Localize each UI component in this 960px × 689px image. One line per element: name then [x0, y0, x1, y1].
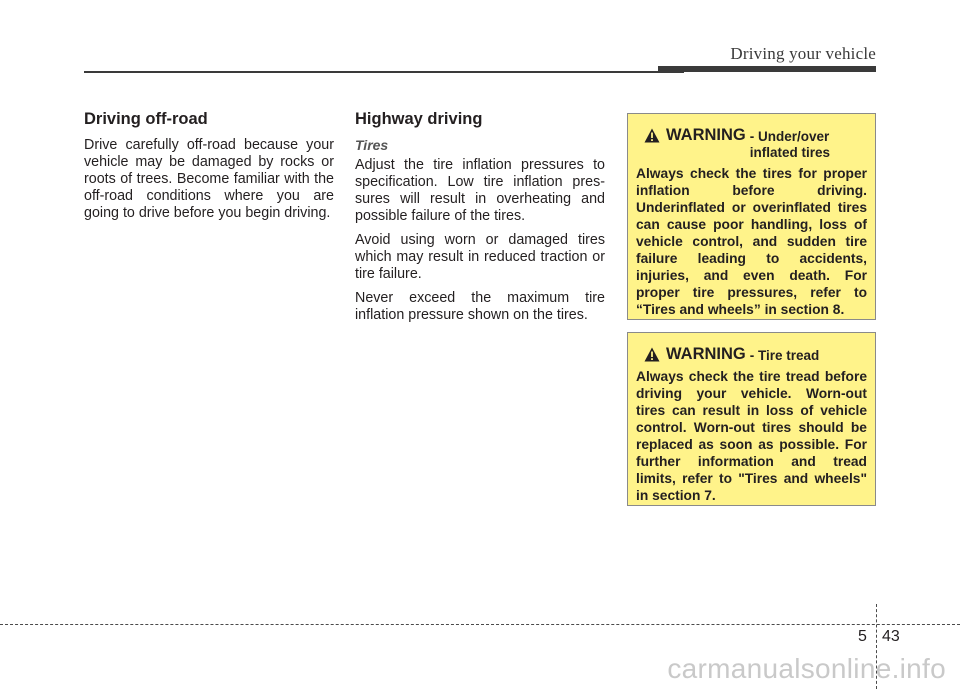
heading-highway-driving: Highway driving — [355, 110, 483, 128]
column-highway — [355, 110, 605, 331]
warning-body: Always check the tires for proper inflation before driving. Underinflated or overinflated tires can cause poor handling, loss of vehicle control, and sudden tire failure leading to accidents, injuries, and even death. For proper tire pressures, refer to “Tires and wheels” in section 8. — [636, 166, 867, 317]
page-number: 43 — [882, 628, 900, 645]
footer-divider — [0, 624, 960, 625]
subheading-tires: Tires — [355, 137, 389, 153]
warning-header — [636, 126, 867, 161]
warning-box-tread — [627, 332, 876, 506]
warning-header — [636, 345, 867, 364]
warning-subtitle: - Under/over inflated tires — [749, 129, 831, 160]
warning-triangle-icon — [644, 347, 660, 362]
paragraph: Drive carefully off-road because your vehicle may be damaged by rocks or roots of trees. Become familiar with the off-road conditions where you are going to drive before you begin driving. — [84, 137, 334, 221]
paragraph: Adjust the tire inflation pressures to specification. Low tire inflation pressures will result in overheating and possible failure of the tires. — [355, 157, 605, 224]
watermark: carmanualsonline.info — [667, 653, 946, 684]
chapter-number: 5 — [858, 628, 867, 645]
section-title: Driving your vehicle — [730, 44, 876, 63]
header-rule-thick — [658, 66, 876, 72]
warning-label: WARNING — [666, 126, 746, 144]
warning-triangle-icon — [644, 128, 660, 143]
header-rule — [84, 71, 684, 73]
warning-body: Always check the tire tread before driving your vehicle. Worn-out tires can result in loss of vehicle control. Worn-out tires should be replaced as soon as possible. For further information and tread limits, refer to "Tires and wheels" in section 7. — [636, 369, 867, 503]
warning-subtitle: - Tire tread — [749, 348, 820, 363]
warning-box-inflation — [627, 113, 876, 320]
paragraph: Avoid using worn or damaged tires which may result in reduced traction or tire failure. — [355, 232, 605, 282]
warning-label: WARNING — [666, 345, 746, 363]
heading-driving-off-road: Driving off-road — [84, 110, 208, 128]
paragraph: Never exceed the maximum tire inflation pressure shown on the tires. — [355, 290, 605, 323]
column-off-road — [84, 110, 334, 229]
